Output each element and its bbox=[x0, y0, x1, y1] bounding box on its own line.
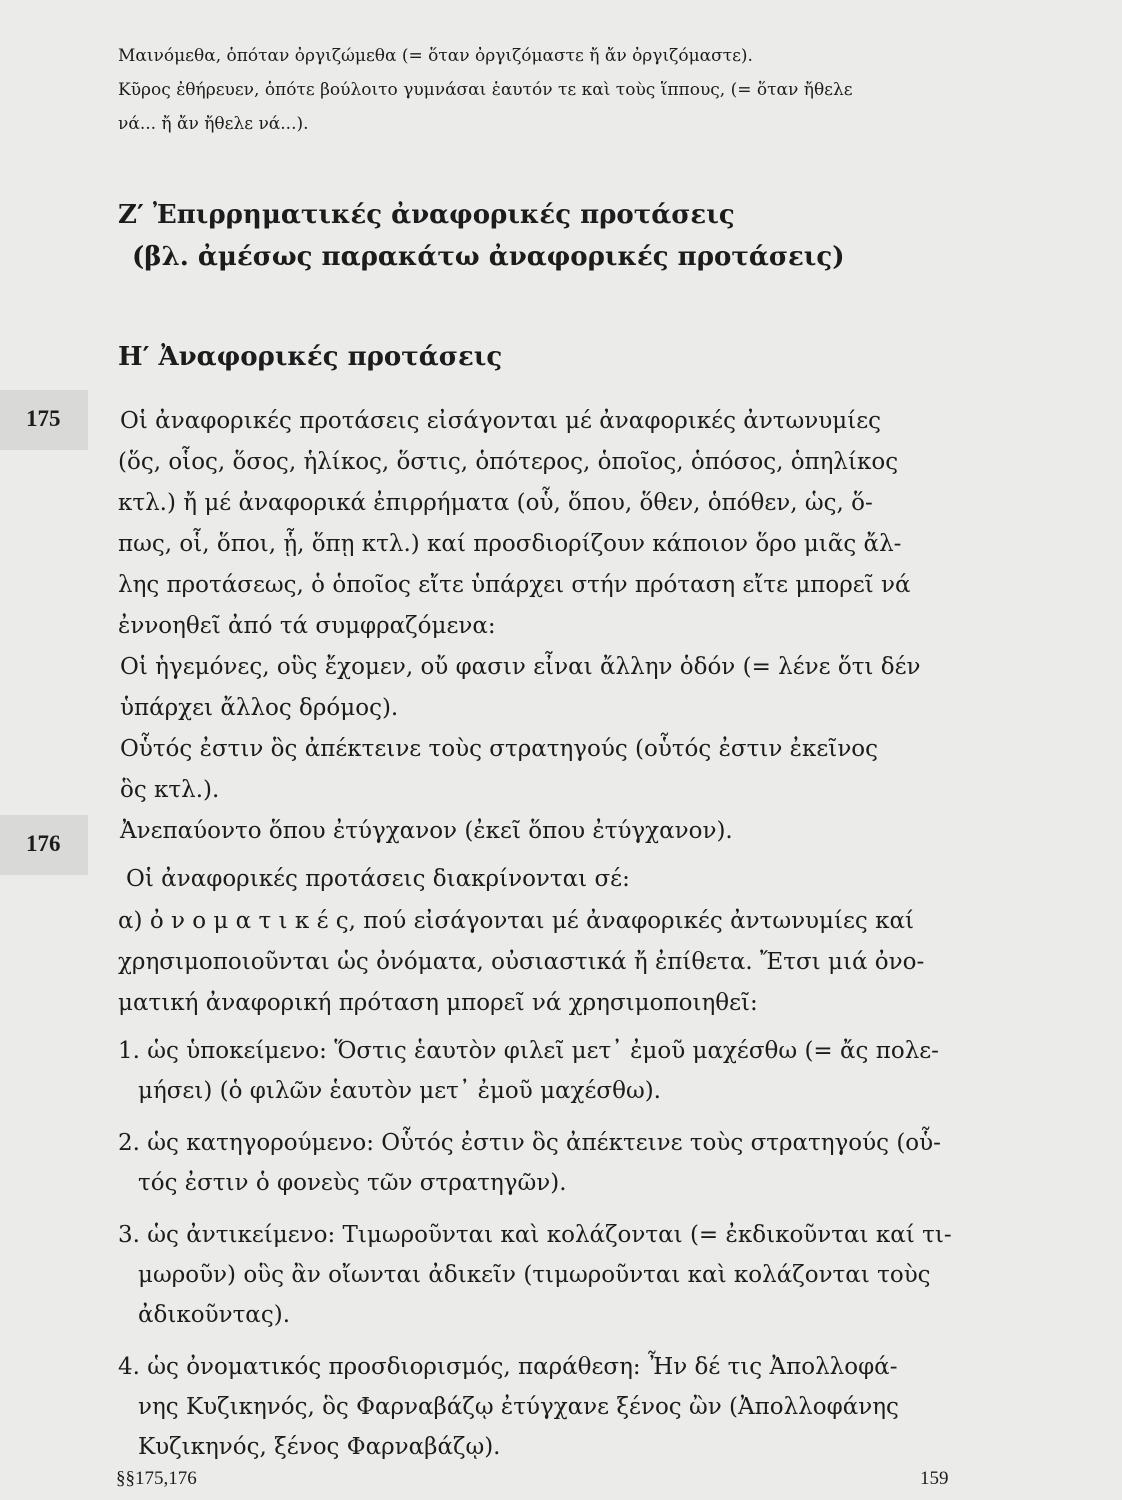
para175-example-1-cont: ὑπάρχει ἄλλος δρόμος). bbox=[120, 695, 399, 721]
item-2-cont: τός ἐστιν ὁ φονεὺς τῶν στρατηγῶν). bbox=[138, 1170, 567, 1196]
para175-example-2: Οὗτός ἐστιν ὃς ἀπέκτεινε τοὺς στρατηγούς (οὗτός ἐστιν ἐκεῖνος bbox=[120, 736, 879, 762]
section-z-subtitle: (βλ. ἀμέσως παρακάτω ἀναφορικές προτάσεις) bbox=[132, 242, 845, 272]
para176-a-line-2: χρησιμοποιοῦνται ὡς ὀνόματα, οὐσιαστικά ἤ ἐπίθετα. Ἔτσι μιά ὀνο- bbox=[118, 949, 925, 975]
item-4: 4. ὡς ὀνοματικός προσδιορισμός, παράθεση: Ἦν δέ τις Ἀπολλοφά- bbox=[118, 1354, 898, 1380]
para176-line-1: Οἱ ἀναφορικές προτάσεις διακρίνονται σέ: bbox=[126, 866, 630, 892]
section-h-title: Η′ Ἀναφορικές προτάσεις bbox=[118, 342, 503, 372]
example-line-3: νά... ἤ ἄν ἤθελε νά...). bbox=[118, 114, 309, 134]
item-3-cont: μωροῦν) οὓς ἂν οἴωνται ἀδικεῖν (τιμωροῦνται καὶ κολάζονται τοὺς bbox=[138, 1262, 931, 1288]
item-3-cont-2: ἀδικοῦντας). bbox=[138, 1302, 291, 1328]
item-4-cont-2: Κυζικηνός, ξένος Φαρναβάζῳ). bbox=[138, 1434, 501, 1460]
para175-line-5: λης προτάσεως, ὁ ὁποῖος εἴτε ὑπάρχει στήν πρόταση εἴτε μπορεῖ νά bbox=[118, 572, 911, 598]
para175-line-6: ἐννοηθεῖ ἀπό τά συμφραζόμενα: bbox=[118, 613, 496, 639]
paragraph-number-175: 175 bbox=[0, 390, 88, 450]
para175-line-4: πως, οἷ, ὅποι, ᾗ, ὅπῃ κτλ.) καί προσδιορίζουν κάποιον ὅρο μιᾶς ἄλ- bbox=[118, 531, 902, 557]
example-line-1: Μαινόμεθα, ὁπόταν ὀργιζώμεθα (= ὅταν ὀργιζόμαστε ἤ ἄν ὀργιζόμαστε). bbox=[118, 46, 753, 66]
item-4-cont: νης Κυζικηνός, ὃς Φαρναβάζῳ ἐτύγχανε ξένος ὢν (Ἀπολλοφάνης bbox=[138, 1394, 899, 1420]
page-number: 159 bbox=[920, 1468, 949, 1489]
footer-section-ref: §§175,176 bbox=[116, 1468, 197, 1489]
paragraph-number-176: 176 bbox=[0, 815, 88, 875]
para175-line-3: κτλ.) ἤ μέ ἀναφορικά ἐπιρρήματα (οὗ, ὅπου, ὅθεν, ὁπόθεν, ὡς, ὅ- bbox=[118, 490, 873, 516]
para175-example-2-cont: ὃς κτλ.). bbox=[120, 777, 220, 803]
section-z-title: Ζ′ Ἐπιρρηματικές ἀναφορικές προτάσεις bbox=[118, 200, 735, 230]
para176-a-line-1: α) ὀ ν ο μ α τ ι κ έ ς, πού εἰσάγονται μέ ἀναφορικές ἀντωνυμίες καί bbox=[118, 908, 915, 934]
item-3: 3. ὡς ἀντικείμενο: Τιμωροῦνται καὶ κολάζονται (= ἐκδικοῦνται καί τι- bbox=[118, 1222, 952, 1248]
item-1: 1. ὡς ὑποκείμενο: Ὅστις ἑαυτὸν φιλεῖ μετ᾿ ἐμοῦ μαχέσθω (= ἄς πολε- bbox=[118, 1038, 939, 1064]
para176-a-line-3: ματική ἀναφορική πρόταση μπορεῖ νά χρησιμοποιηθεῖ: bbox=[118, 990, 758, 1016]
para175-line-2: (ὅς, οἷος, ὅσος, ἡλίκος, ὅστις, ὁπότερος, ὁποῖος, ὁπόσος, ὁπηλίκος bbox=[118, 449, 899, 475]
para175-line-1: Οἱ ἀναφορικές προτάσεις εἰσάγονται μέ ἀναφορικές ἀντωνυμίες bbox=[120, 408, 882, 434]
item-2: 2. ὡς κατηγορούμενο: Οὗτός ἐστιν ὃς ἀπέκτεινε τοὺς στρατηγούς (οὗ- bbox=[118, 1130, 941, 1156]
example-line-2: Κῦρος ἐθήρευεν, ὁπότε βούλοιτο γυμνάσαι ἑαυτόν τε καὶ τοὺς ἵππους, (= ὅταν ἤθελε bbox=[118, 80, 853, 100]
item-1-cont: μήσει) (ὁ φιλῶν ἑαυτὸν μετ᾿ ἐμοῦ μαχέσθω). bbox=[138, 1078, 661, 1104]
para175-example-1: Οἱ ἡγεμόνες, οὓς ἔχομεν, οὔ φασιν εἶναι ἄλλην ὁδόν (= λένε ὅτι δέν bbox=[120, 654, 921, 680]
para175-example-3: Ἀνεπαύοντο ὅπου ἐτύγχανον (ἐκεῖ ὅπου ἐτύγχανον). bbox=[120, 818, 733, 844]
